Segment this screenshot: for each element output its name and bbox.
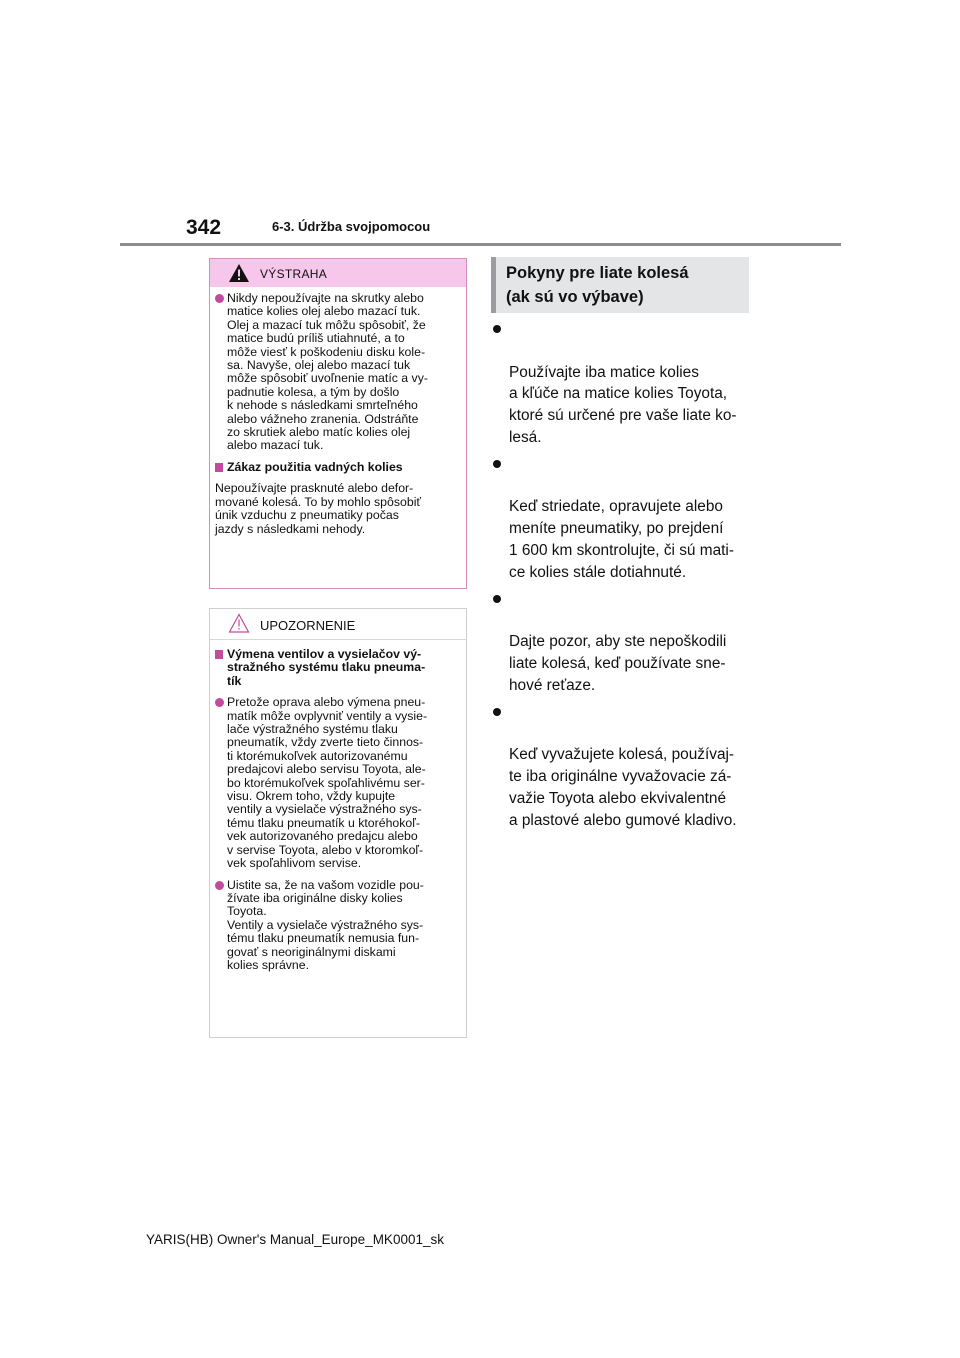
caution-item-text: Pretože oprava alebo výmena pneu- matík môže ovplyvniť ventily a vysie- lače výstražného systému tlaku pneumatík, vždy zverte tieto činnos- ti ktorémukoľvek autorizovanému predajcovi alebo servisu Toyota, ale- bo ktorémukoľvek spoľahlivému ser- visu. Okrem toho, vždy kupujte ventily a vysielače výstražného sys- tému tlaku pneumatík u ktoréhokoľ- vek autorizovaného predajcu alebo v servise Toyota, alebo v ktoromkoľ- vek spoľahlivom servise. xyxy=(227,695,428,871)
bullet-dot-icon xyxy=(493,325,501,333)
warning-text: Nepoužívajte prasknuté alebo defor- mované kolesá. To by mohlo spôsobiť únik vzduchu z pneumatiky počas jazdy s následkami nehody. xyxy=(215,481,422,536)
warning-item xyxy=(215,292,462,453)
list-item xyxy=(493,453,755,584)
warning-item-text: Nikdy nepoužívajte na skrutky alebo matice kolies olej alebo mazací tuk. Olej a mazací tuk môžu spôsobiť, že matice budú príliš utiahnuté, a to môže viesť k poškodeniu disku kole- sa. Navyše, olej alebo mazací tuk môže spôsobiť uvoľnenie matíc a vy- padnutie kolesa, a tým by došlo k nehode s následkami smrteľného alebo vážneho zranenia. Odstráňte zo skrutiek alebo matíc kolies olej alebo mazací tuk. xyxy=(227,291,428,453)
page-number: 342 xyxy=(186,216,222,239)
caution-item-text: Uistite sa, že na vašom vozidle pou- žívate iba originálne disky kolies Toyota. Ventily a vysielače výstražného sys- tému tlaku pneumatík nemusia fun- govať s neoriginálnymi diskami kolies správne. xyxy=(227,877,424,972)
caution-title: UPOZORNENIE xyxy=(260,618,356,633)
page-footer: YARIS(HB) Owner's Manual_Europe_MK0001_sk xyxy=(146,1232,444,1247)
section-heading: Pokyny pre liate kolesá (ak sú vo výbave) xyxy=(491,257,749,313)
bullet-dot-icon xyxy=(215,698,224,707)
caution-subheading xyxy=(215,648,462,688)
list-item xyxy=(493,318,755,449)
warning-box xyxy=(209,258,467,589)
caution-triangle-icon xyxy=(228,613,250,633)
bullet-dot-icon xyxy=(215,881,224,890)
warning-triangle-icon xyxy=(228,263,250,283)
list-item-text: Keď striedate, opravujete alebo meníte pneumatiky, po prejdení 1 600 km skontrolujte, či sú mati- ce kolies stále dotiahnuté. xyxy=(509,498,734,581)
bullet-dot-icon xyxy=(493,708,501,716)
alloy-wheel-bullets xyxy=(493,318,755,835)
caution-box xyxy=(209,608,467,1038)
list-item-text: Keď vyvažujete kolesá, používaj- te iba originálne vyvažovacie zá- važie Toyota alebo ekvivalentné a plastové alebo gumové kladivo. xyxy=(509,746,737,829)
bullet-dot-icon xyxy=(493,460,501,468)
list-item xyxy=(493,701,755,832)
square-bullet-icon xyxy=(215,650,223,659)
bullet-dot-icon xyxy=(215,294,224,303)
header-rule xyxy=(120,243,841,246)
list-item-text: Používajte iba matice kolies a kľúče na matice kolies Toyota, ktoré sú určené pre vaše liate ko- lesá. xyxy=(509,363,737,446)
section-title: 6-3. Údržba svojpomocou xyxy=(272,219,431,234)
bullet-dot-icon xyxy=(493,595,501,603)
caution-header xyxy=(210,609,466,640)
list-item xyxy=(493,588,755,697)
caution-item xyxy=(215,696,462,870)
square-bullet-icon xyxy=(215,463,223,472)
caution-item xyxy=(215,879,462,973)
warning-subheading xyxy=(215,461,462,474)
warning-header xyxy=(210,259,466,287)
warning-title: VÝSTRAHA xyxy=(260,267,328,281)
warning-subheading-text: Zákaz použitia vadných kolies xyxy=(227,459,403,474)
list-item-text: Dajte pozor, aby ste nepoškodili liate kolesá, keď používate sne- hové reťaze. xyxy=(509,633,727,694)
caution-subheading-text: Výmena ventilov a vysielačov vý- stražného systému tlaku pneuma- tík xyxy=(227,647,426,688)
